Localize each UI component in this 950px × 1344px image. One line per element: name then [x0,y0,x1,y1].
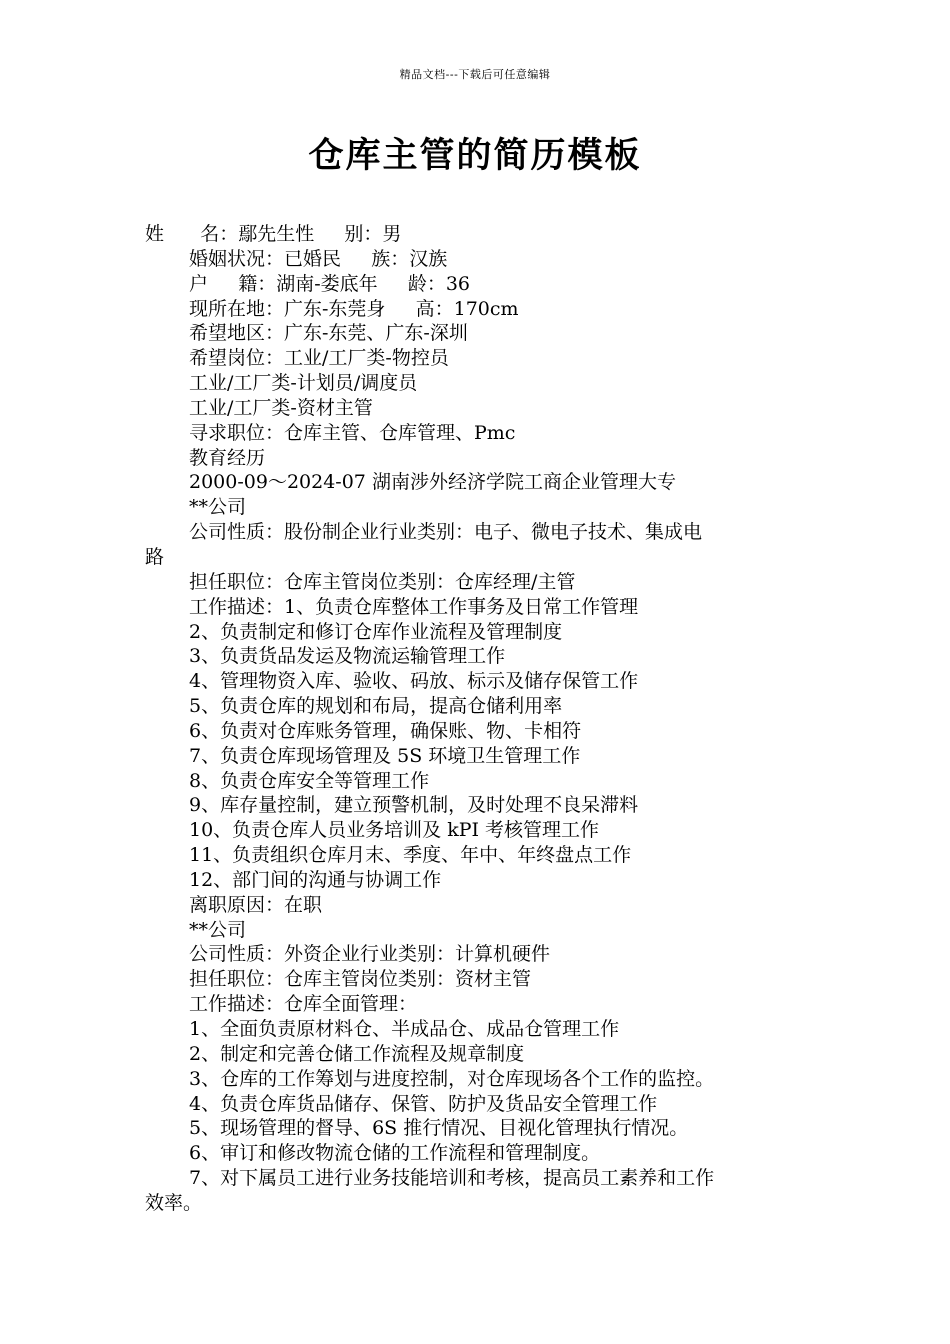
resume-line: 效率。 [145,1191,203,1214]
resume-line: 2、制定和完善仓储工作流程及规章制度 [189,1042,525,1065]
resume-line: 寻求职位：仓库主管、仓库管理、Pmc [189,421,516,444]
resume-line: 4、负责仓库货品储存、保管、防护及货品安全管理工作 [189,1092,658,1115]
resume-line: 11、负责组织仓库月末、季度、年中、年终盘点工作 [189,844,632,867]
resume-line: 1、全面负责原材料仓、半成品仓、成品仓管理工作 [189,1018,620,1040]
resume-line: 教育经历 [189,446,266,469]
resume-line: 7、负责仓库现场管理及 5S 环境卫生管理工作 [189,744,581,767]
resume-line: 现所在地：广东-东莞身 高：170cm [189,297,519,320]
resume-line: 公司性质：股份制企业行业类别：电子、微电子技术、集成电 [189,521,703,544]
resume-line: 6、审订和修改物流仓储的工作流程和管理制度。 [189,1142,601,1165]
resume-line: 工作描述：1、负责仓库整体工作事务及日常工作管理 [189,595,639,618]
resume-line: 离职原因：在职 [189,893,323,916]
resume-line: 2000-09～2024-07 湖南涉外经济学院工商企业管理大专 [189,471,676,494]
resume-line: 9、库存量控制，建立预警机制，及时处理不良呆滞料 [189,794,639,817]
resume-line: 工作描述：仓库全面管理： [189,993,418,1016]
resume-line: 担任职位：仓库主管岗位类别：资材主管 [189,968,532,991]
resume-line: 婚姻状况：已婚民 族：汉族 [189,247,448,270]
resume-line: 工业/工厂类-计划员/调度员 [189,372,418,395]
resume-line: **公司 [189,496,247,519]
resume-line: 4、管理物资入库、验收、码放、标示及储存保管工作 [189,670,639,693]
resume-line: 公司性质：外资企业行业类别：计算机硬件 [189,943,551,966]
resume-line: 3、负责货品发运及物流运输管理工作 [189,645,506,668]
resume-line: 姓 名：鄢先生性 别：男 [145,223,402,245]
resume-line: 8、负责仓库安全等管理工作 [189,769,430,792]
resume-line: 工业/工厂类-资材主管 [189,396,373,419]
document-title: 仓库主管的简历模板 [308,136,642,176]
resume-line: 2、负责制定和修订仓库作业流程及管理制度 [189,620,563,643]
resume-line: 3、仓库的工作筹划与进度控制，对仓库现场各个工作的监控。 [189,1067,715,1090]
resume-body [145,222,810,1216]
resume-line: 担任职位：仓库主管岗位类别：仓库经理/主管 [189,570,576,593]
resume-line: 希望地区：广东-东莞、广东-深圳 [189,322,468,345]
resume-line: 12、部门间的沟通与协调工作 [189,868,442,891]
resume-line: 7、对下属员工进行业务技能培训和考核，提高员工素养和工作 [189,1167,715,1190]
resume-line: 户 籍：湖南-娄底年 龄：36 [189,272,470,295]
resume-line: 6、负责对仓库账务管理，确保账、物、卡相符 [189,719,582,742]
resume-line: 10、负责仓库人员业务培训及 kPI 考核管理工作 [189,819,600,842]
resume-line: 5、负责仓库的规划和布局，提高仓储利用率 [189,695,563,718]
page-header-note: 精品文档---下载后可任意编辑 [399,68,551,81]
resume-line: 路 [145,545,165,568]
resume-line: 5、现场管理的督导、6S 推行情况、目视化管理执行情况。 [189,1117,689,1140]
resume-line: 希望岗位：工业/工厂类-物控员 [189,347,449,370]
resume-line: **公司 [189,918,247,941]
